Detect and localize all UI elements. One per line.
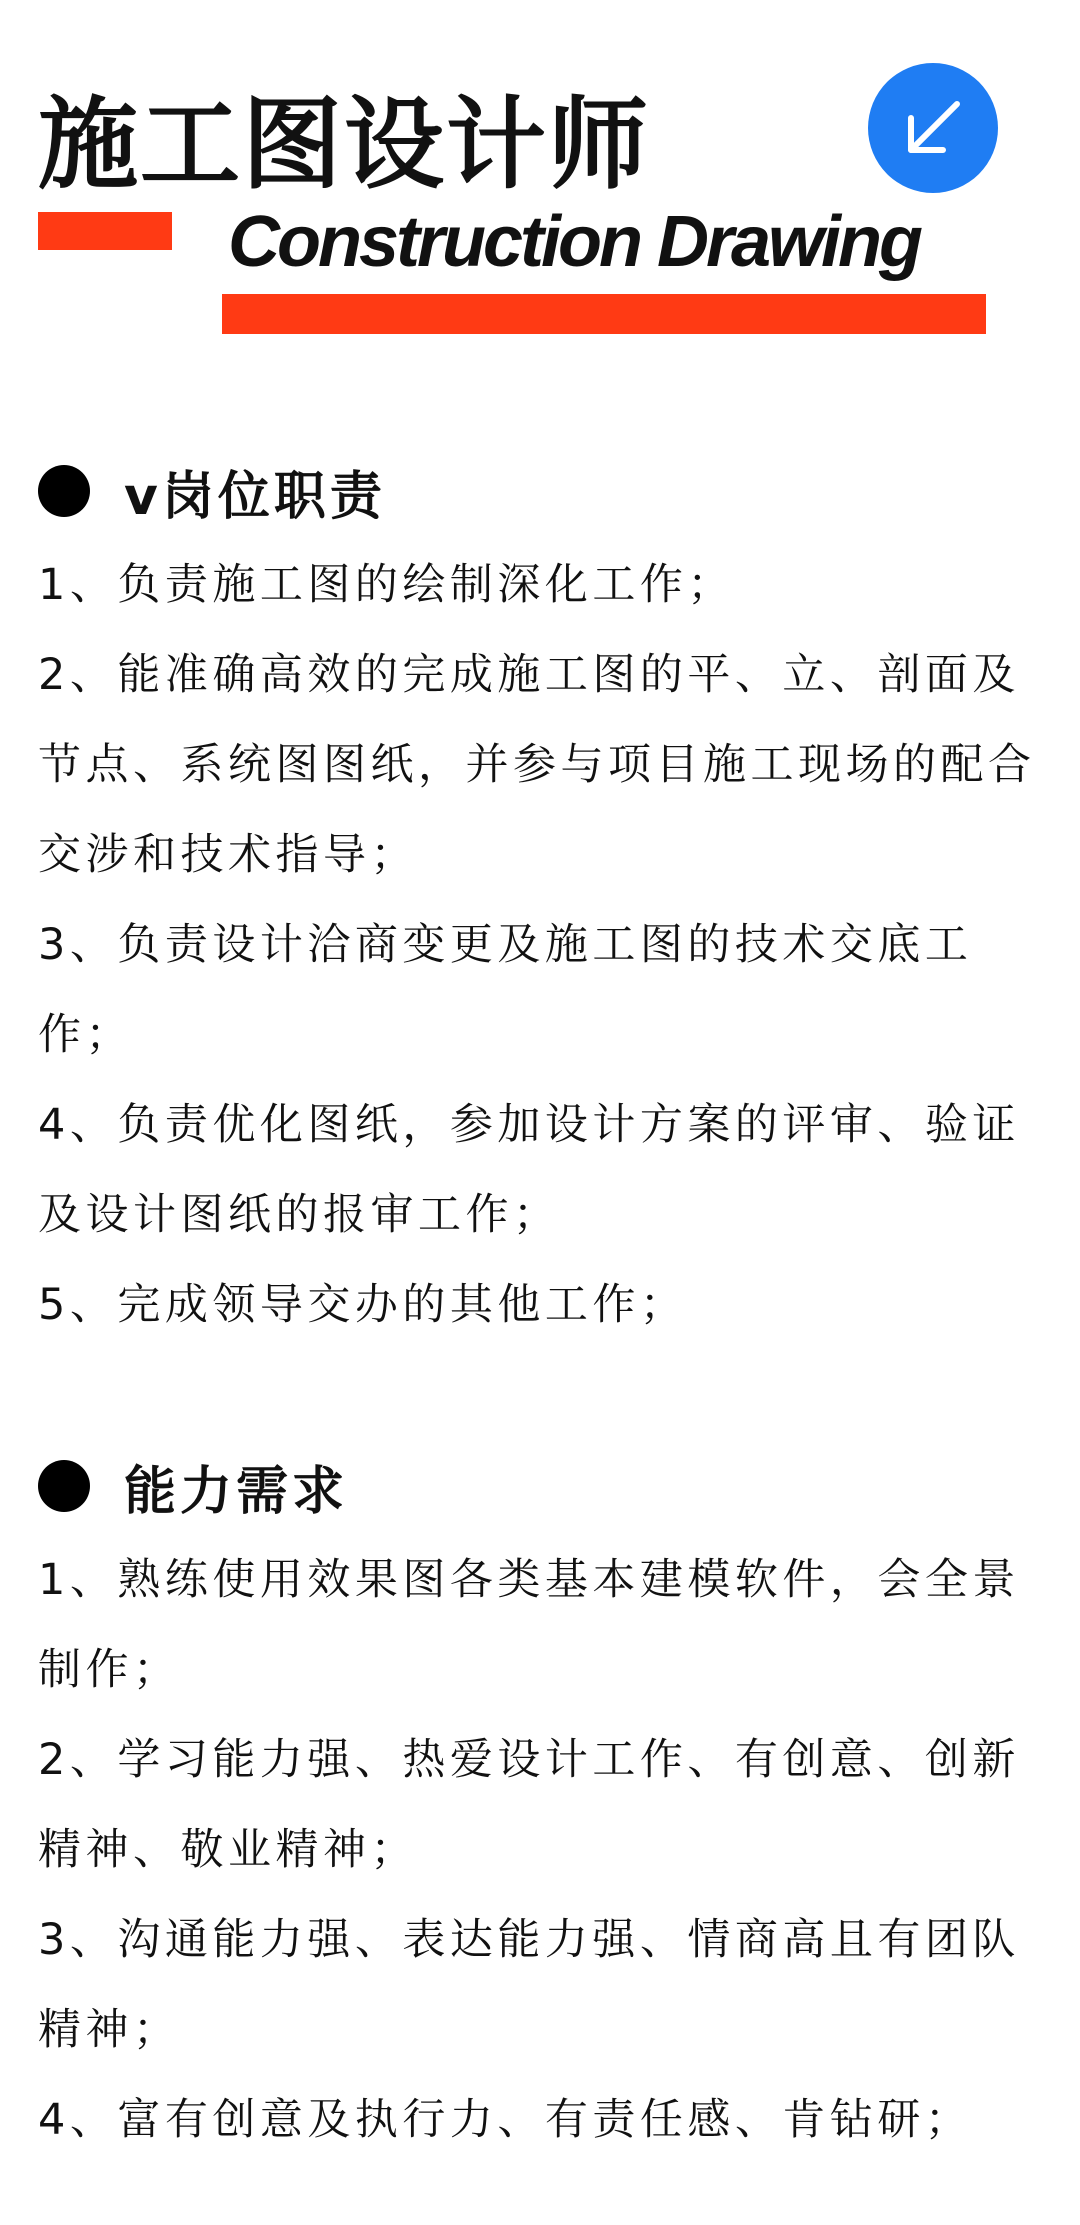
header [0,0,1080,360]
section-list [38,540,1048,1350]
bullet-dot-icon [38,465,90,517]
list-item: 2、学习能力强、热爱设计工作、有创意、创新精神、敬业精神； [38,1735,1020,1875]
page-subtitle: Construction Drawing [228,202,920,282]
list-item: 1、熟练使用效果图各类基本建模软件，会全景制作； [38,1555,1020,1695]
section-requirements [38,1441,1048,2165]
section-heading [38,1441,1048,1531]
list-item: 3、沟通能力强、表达能力强、情商高且有团队精神； [38,1915,1020,2055]
list-item: 2、能准确高效的完成施工图的平、立、剖面及节点、系统图图纸，并参与项目施工现场的配合交涉和技术指导； [38,650,1036,880]
list-item: 5、完成领导交办的其他工作； [38,1280,688,1330]
section-heading [38,446,1048,536]
list-item: 4、富有创意及执行力、有责任感、肯钻研； [38,2095,973,2145]
page-title: 施工图设计师 [38,86,650,203]
list-item: 4、负责优化图纸，参加设计方案的评审、验证及设计图纸的报审工作； [38,1100,1020,1240]
list-item: 1、负责施工图的绘制深化工作； [38,560,735,610]
section-title: v岗位职责 [124,466,386,527]
bullet-dot-icon [38,1460,90,1512]
list-item: 3、负责设计洽商变更及施工图的技术交底工作； [38,920,973,1060]
accent-bar-large [222,294,986,334]
section-responsibilities [38,446,1048,1350]
accent-bar-small [38,212,172,250]
section-title: 能力需求 [124,1461,349,1522]
arrow-button[interactable] [868,63,998,193]
section-list [38,1535,1048,2165]
arrow-down-left-icon [901,96,965,160]
